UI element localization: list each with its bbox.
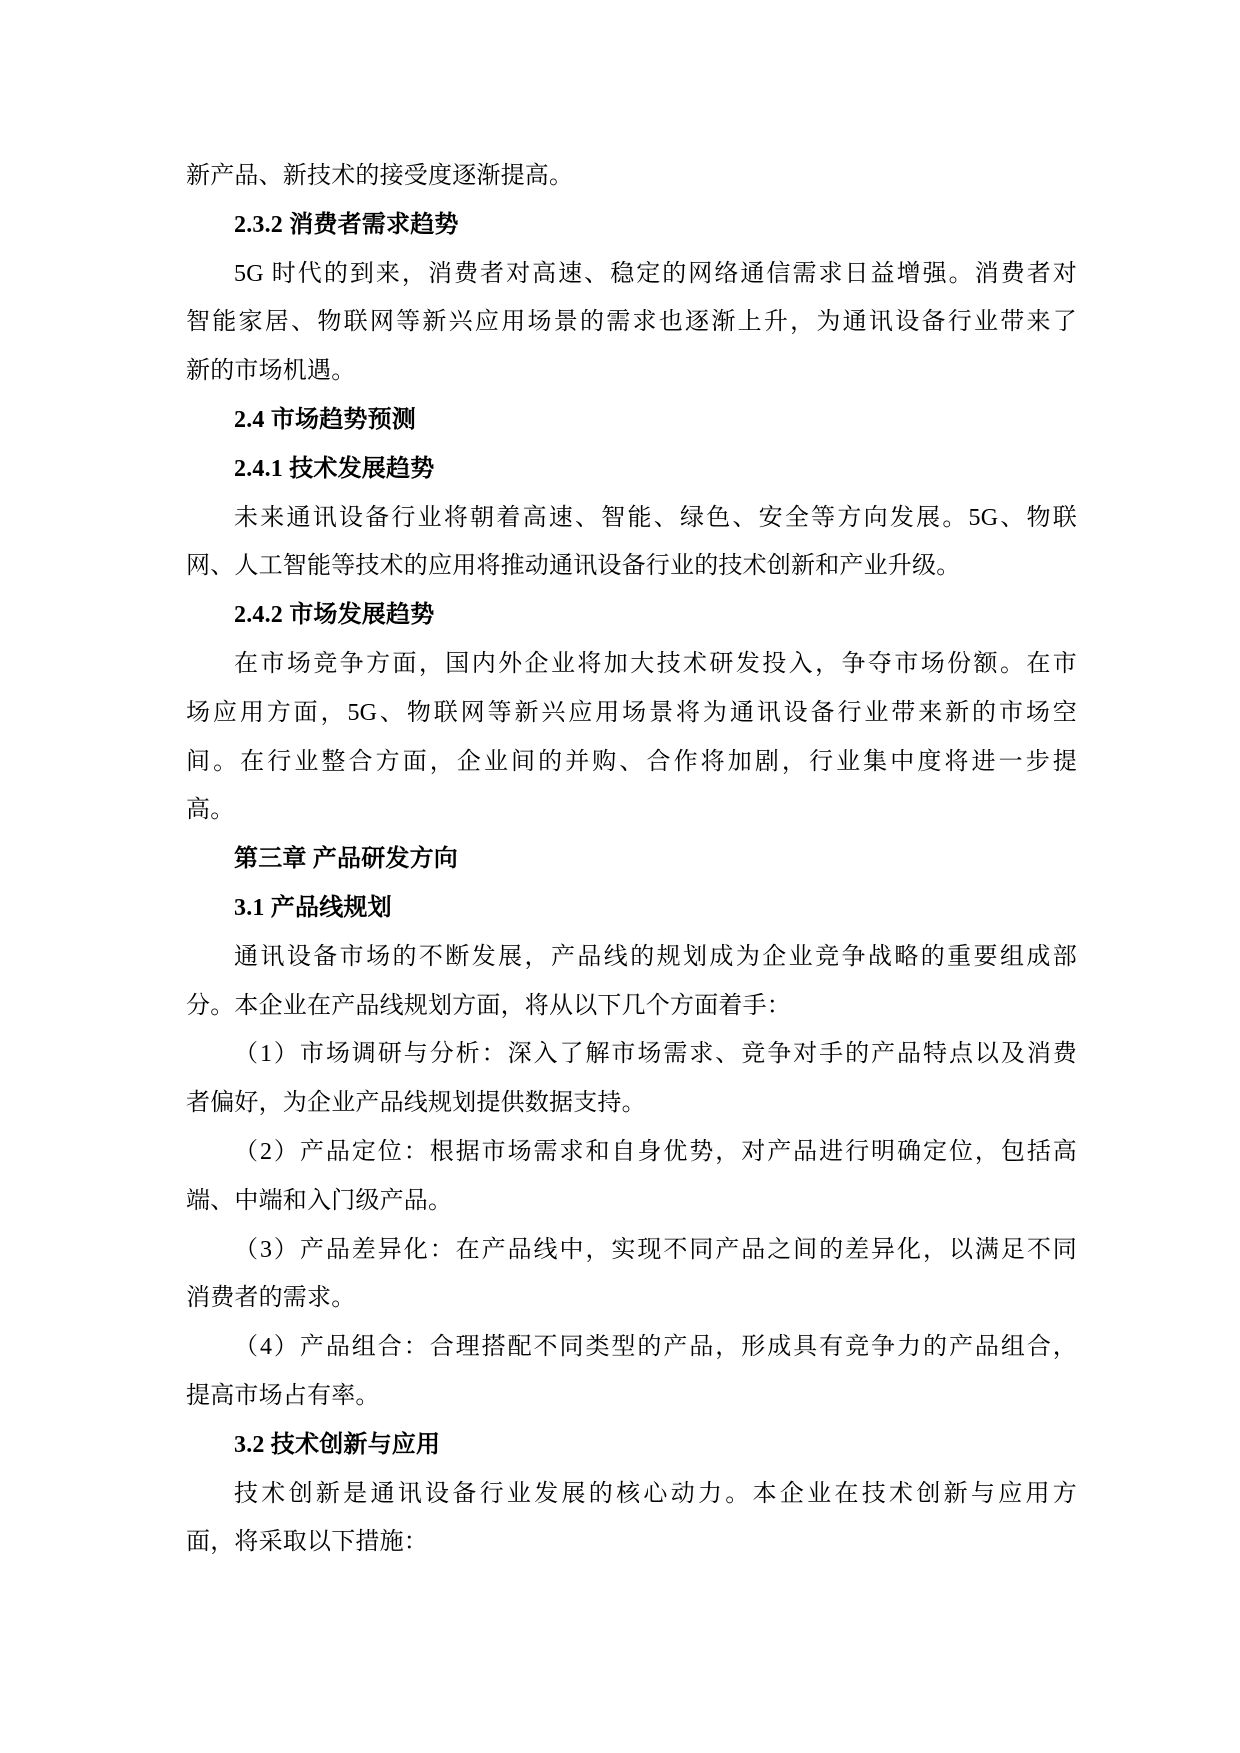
body-text-line: 新的市场机遇。	[186, 358, 356, 385]
body-text-line: 分。本企业在产品线规划方面，将从以下几个方面着手：	[186, 992, 791, 1019]
body-text-line: 面，将采取以下措施：	[186, 1529, 428, 1556]
section-heading: 3.2 技术创新与应用	[234, 1431, 441, 1458]
body-text-line: 5G 时代的到来，消费者对高速、稳定的网络通信需求日益增强。消费者对	[234, 260, 1077, 287]
body-text-line: 智能家居、物联网等新兴应用场景的需求也逐渐上升，为通讯设备行业带来了	[186, 309, 1077, 336]
body-text-line: 通讯设备市场的不断发展，产品线的规划成为企业竞争战略的重要组成部	[234, 943, 1077, 970]
body-text-line: 间。在行业整合方面，企业间的并购、合作将加剧，行业集中度将进一步提	[186, 748, 1077, 775]
document-content	[186, 152, 1077, 1567]
body-text-line: （1）市场调研与分析：深入了解市场需求、竞争对手的产品特点以及消费	[234, 1041, 1077, 1068]
body-text-line: 提高市场占有率。	[186, 1382, 380, 1409]
body-text-line: 新产品、新技术的接受度逐渐提高。	[186, 163, 574, 189]
section-heading: 3.1 产品线规划	[234, 894, 392, 921]
body-text-line: 场应用方面，5G、物联网等新兴应用场景将为通讯设备行业带来新的市场空	[186, 699, 1077, 726]
body-text-line: 消费者的需求。	[186, 1285, 356, 1312]
section-heading: 第三章 产品研发方向	[234, 846, 458, 873]
body-text-line: 未来通讯设备行业将朝着高速、智能、绿色、安全等方向发展。5G、物联	[234, 504, 1077, 531]
body-text-line: 者偏好，为企业产品线规划提供数据支持。	[186, 1090, 646, 1117]
body-text-line: 高。	[186, 797, 235, 824]
body-text-line: （4）产品组合：合理搭配不同类型的产品，形成具有竞争力的产品组合，	[234, 1334, 1077, 1361]
section-heading: 2.4 市场趋势预测	[234, 406, 416, 433]
section-heading: 2.4.1 技术发展趋势	[234, 455, 435, 482]
section-heading: 2.3.2 消费者需求趋势	[234, 211, 459, 238]
body-text-line: （3）产品差异化：在产品线中，实现不同产品之间的差异化，以满足不同	[234, 1236, 1077, 1263]
body-text-line: 技术创新是通讯设备行业发展的核心动力。本企业在技术创新与应用方	[234, 1480, 1077, 1507]
section-heading: 2.4.2 市场发展趋势	[234, 602, 435, 629]
body-text-line: （2）产品定位：根据市场需求和自身优势，对产品进行明确定位，包括高	[234, 1138, 1077, 1165]
body-text-line: 在市场竞争方面，国内外企业将加大技术研发投入，争夺市场份额。在市	[234, 650, 1077, 677]
body-text-line: 端、中端和入门级产品。	[186, 1187, 453, 1214]
body-text-line: 网、人工智能等技术的应用将推动通讯设备行业的技术创新和产业升级。	[186, 553, 961, 580]
